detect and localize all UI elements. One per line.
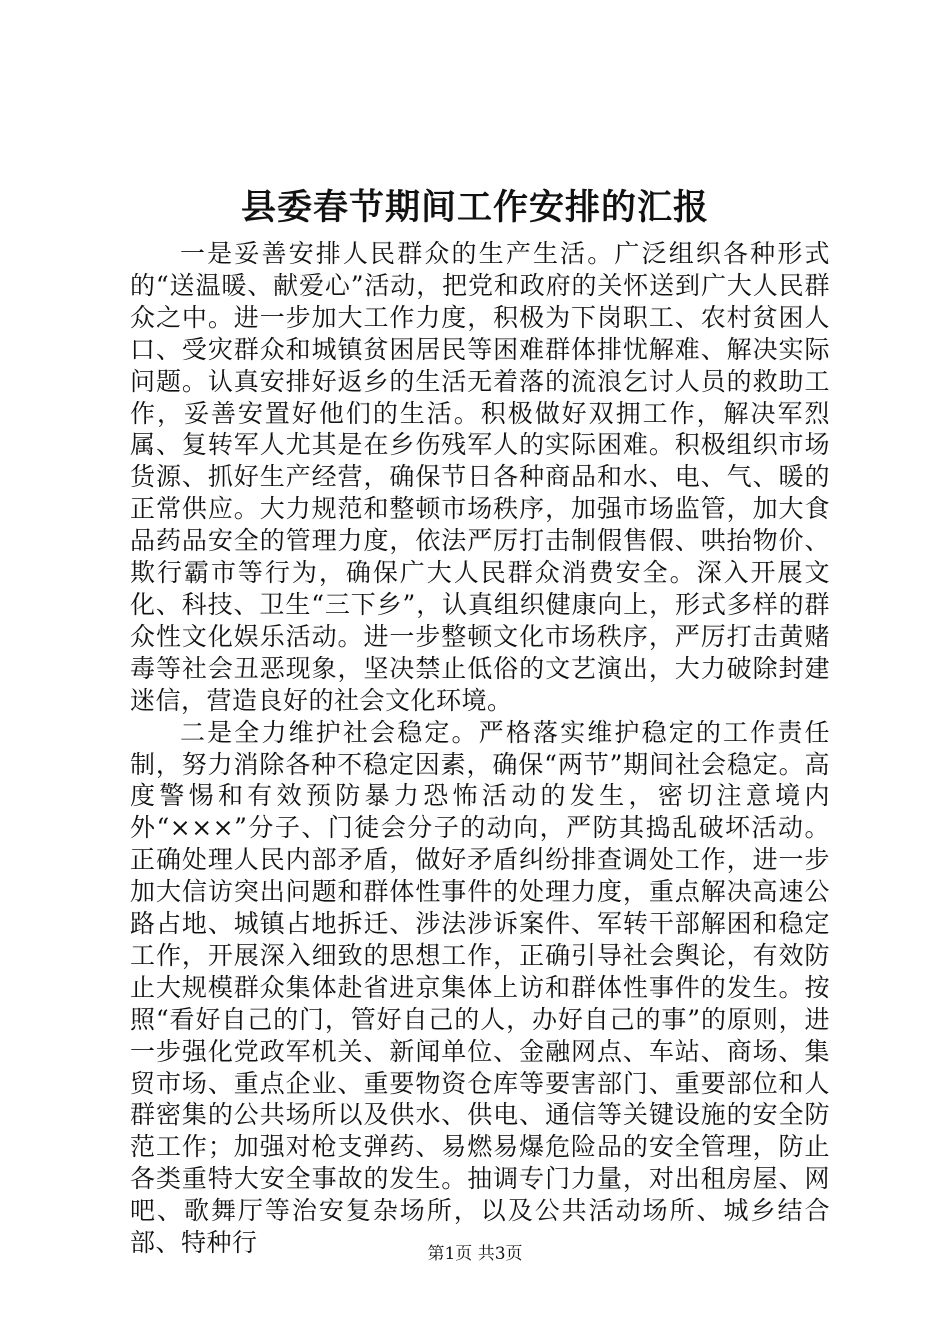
page-footer: 第1页 共3页: [427, 1244, 523, 1264]
paragraph-2: 二是全力维护社会稳定。严格落实维护稳定的工作责任制，努力消除各种不稳定因素，确保“两节”期间社会稳定。高度警惕和有效预防暴力恐怖活动的发生，密切注意境内外“×××”分子、门徒会分子的动向，严防其捣乱破坏活动。正确处理人民内部矛盾，做好矛盾纠纷排查调处工作，进一步加大信访突出问题和群体性事件的处理力度，重点解决高速公路占地、城镇占地拆迁、涉法涉诉案件、军转干部解困和稳定工作，开展深入细致的思想工作，正确引导社会舆论，有效防止大规模群众集体赴省进京集体上访和群体性事件的发生。按照“看好自己的门，管好自己的人，办好自己的事”的原则，进一步强化党政军机关、新闻单位、金融网点、车站、商场、集贸市场、重点企业、重要物资仓库等要害部门、重要部位和人群密集的公共场所以及供水、供电、通信等关键设施的安全防范工作；加强对枪支弹药、易燃易爆危险品的安全管理，防止各类重特大安全事故的发生。抽调专门力量，对出租房屋、网吧、歌舞厅等治安复杂场所，以及公共活动场所、城乡结合部、特种行: [130, 717, 830, 1258]
document-title: 县委春节期间工作安排的汇报: [240, 187, 709, 228]
paragraph-1: 一是妥善安排人民群众的生产生活。广泛组织各种形式的“送温暖、献爱心”活动，把党和政府的关怀送到广大人民群众之中。进一步加大工作力度，积极为下岗职工、农村贫困人口、受灾群众和城镇贫困居民等困难群体排忧解难、解决实际问题。认真安排好返乡的生活无着落的流浪乞讨人员的救助工作，妥善安置好他们的生活。积极做好双拥工作，解决军烈属、复转军人尤其是在乡伤残军人的实际困难。积极组织市场货源、抓好生产经营，确保节日各种商品和水、电、气、暖的正常供应。大力规范和整顿市场秩序，加强市场监管，加大食品药品安全的管理力度，依法严厉打击制假售假、哄抬物价、欺行霸市等行为，确保广大人民群众消费安全。深入开展文化、科技、卫生“三下乡”，认真组织健康向上，形式多样的群众性文化娱乐活动。进一步整顿文化市场秩序，严厉打击黄赌毒等社会丑恶现象，坚决禁止低俗的文艺演出，大力破除封建迷信，营造良好的社会文化环境。: [130, 239, 830, 715]
document-body: [130, 238, 830, 1259]
